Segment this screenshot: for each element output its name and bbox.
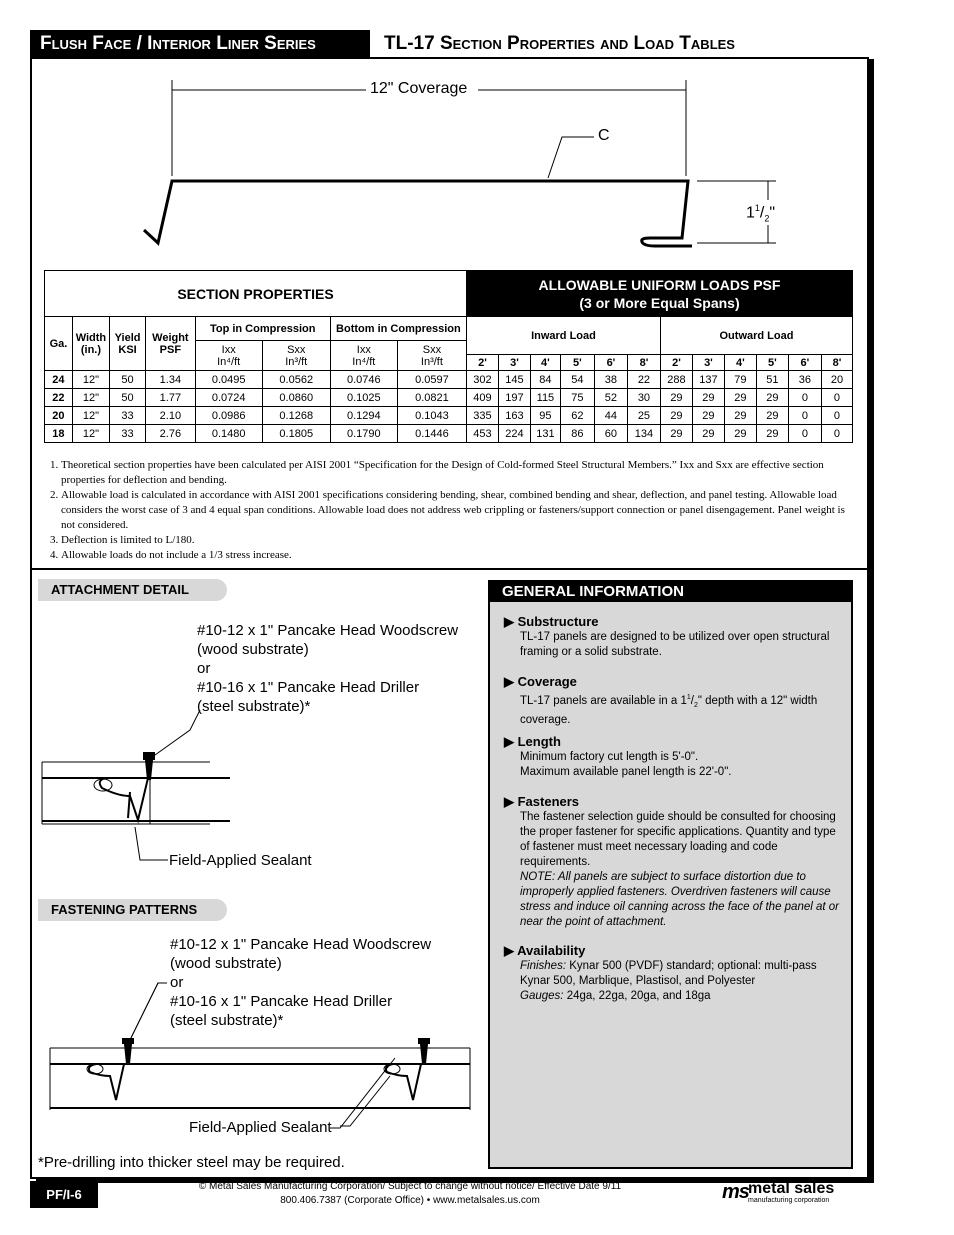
cell-load: 36 [788, 371, 821, 389]
cell-load: 134 [627, 425, 660, 443]
cell-yield: 33 [110, 425, 146, 443]
col-yield: Yield KSI [110, 317, 146, 371]
cell-load: 302 [466, 371, 498, 389]
fasteners-section: ▶ Fasteners The fastener selection guide should be consulted for choosing the proper fastener for specific applications. Quantity and type of fastener must meet necessary loading and code requirements. NOTE: All panels are subject to surface distortion due to improperly applied fasteners. Overdriven fasteners will cause stress and induce oil canning across the face of the panel at or near the point of attachment. [504, 794, 844, 930]
fastening-sealant-label: Field-Applied Sealant [189, 1119, 332, 1136]
cell-load: 335 [466, 407, 498, 425]
cell-load: 51 [756, 371, 788, 389]
availability-title: ▶ Availability [504, 943, 586, 958]
panel-profile-drawing [0, 0, 954, 270]
cell-ga: 24 [45, 371, 73, 389]
cell-width: 12" [72, 389, 109, 407]
cell-ga: 22 [45, 389, 73, 407]
predrill-note: *Pre-drilling into thicker steel may be required. [38, 1154, 345, 1171]
cell-load: 22 [627, 371, 660, 389]
cell-load: 0 [788, 425, 821, 443]
footnotes [44, 458, 854, 563]
span-header: 5' [560, 355, 594, 371]
cell-load: 224 [498, 425, 530, 443]
cell-top-sxx: 0.0860 [262, 389, 330, 407]
cell-load: 84 [530, 371, 560, 389]
cell-load: 0 [821, 407, 852, 425]
attachment-sealant-label: Field-Applied Sealant [169, 852, 312, 869]
cell-yield: 33 [110, 407, 146, 425]
attachment-detail-drawing [30, 680, 490, 880]
span-header: 2' [466, 355, 498, 371]
cell-load: 29 [660, 407, 692, 425]
cell-width: 12" [72, 371, 109, 389]
table-row [45, 407, 853, 425]
cell-bot-ixx: 0.1790 [330, 425, 397, 443]
cell-load: 29 [660, 425, 692, 443]
cell-top-ixx: 0.1480 [195, 425, 262, 443]
cell-load: 79 [724, 371, 756, 389]
metal-sales-logo: ms metal sales manufacturing corporation [722, 1180, 835, 1204]
cell-top-ixx: 0.0724 [195, 389, 262, 407]
coverage-section: ▶ Coverage TL-17 panels are available in a $1^1/_2$" depth with a 12" width coverage. [504, 674, 844, 728]
cell-load: 29 [692, 425, 724, 443]
cell-bot-sxx: 0.1043 [397, 407, 466, 425]
cell-weight: 2.76 [146, 425, 196, 443]
table-row [45, 425, 853, 443]
bottom-sxx-header: Sxx In³/ft [397, 341, 466, 371]
col-width: Width (in.) [72, 317, 109, 371]
cell-yield: 50 [110, 371, 146, 389]
attachment-callout: #10-12 x 1" Pancake Head Woodscrew (wood substrate) or #10-16 x 1" Pancake Head Driller (steel substrate)* [197, 622, 459, 715]
cell-load: 95 [530, 407, 560, 425]
general-information-panel [488, 580, 853, 1169]
footnote: 2. Allowable load is calculated in accordance with AISI 2001 specifications considering bending, shear, combined bending and shear, deflection, and panel testing. Allowable load considers the worst case of 3 and 4 equal span conditions. Allowable load does not address web crippling or fasteners/support connection or panel disengagement. Panel weight is not considered. [61, 488, 854, 533]
top-sxx-header: Sxx In³/ft [262, 341, 330, 371]
cell-top-sxx: 0.1805 [262, 425, 330, 443]
length-section: ▶ Length Minimum factory cut length is 5'-0". Maximum available panel length is 22'-0". [504, 734, 844, 780]
bottom-compression-header: Bottom in Compression [330, 317, 466, 341]
section-properties-header: SECTION PROPERTIES [45, 271, 467, 317]
cell-load: 29 [724, 425, 756, 443]
cell-load: 409 [466, 389, 498, 407]
section-properties-table [44, 270, 853, 443]
cell-load: 115 [530, 389, 560, 407]
outward-load-header: Outward Load [660, 317, 852, 355]
cell-load: 29 [756, 425, 788, 443]
cell-top-ixx: 0.0495 [195, 371, 262, 389]
cell-load: 29 [692, 407, 724, 425]
cell-load: 197 [498, 389, 530, 407]
span-header: 8' [627, 355, 660, 371]
cell-load: 54 [560, 371, 594, 389]
length-title: ▶ Length [504, 734, 561, 749]
cell-load: 29 [756, 389, 788, 407]
cell-load: 29 [724, 407, 756, 425]
cell-ga: 20 [45, 407, 73, 425]
cell-load: 0 [821, 389, 852, 407]
cell-yield: 50 [110, 389, 146, 407]
fasteners-title: ▶ Fasteners [504, 794, 580, 809]
fastening-callout: #10-12 x 1" Pancake Head Woodscrew (wood substrate) or #10-16 x 1" Pancake Head Driller (steel substrate)* [170, 936, 432, 1029]
cell-width: 12" [72, 425, 109, 443]
substructure-section: ▶ Substructure TL-17 panels are designed to be utilized over open structural framing or a solid substrate. [504, 614, 844, 660]
cell-bot-ixx: 0.1294 [330, 407, 397, 425]
span-header: 4' [724, 355, 756, 371]
footnote: 3. Deflection is limited to L/180. [61, 533, 854, 548]
cell-ga: 18 [45, 425, 73, 443]
cell-load: 137 [692, 371, 724, 389]
cell-load: 131 [530, 425, 560, 443]
cell-top-ixx: 0.0986 [195, 407, 262, 425]
cell-load: 75 [560, 389, 594, 407]
page-title: TL-17 Section Properties and Load Tables [384, 33, 735, 54]
cell-load: 20 [821, 371, 852, 389]
cell-load: 145 [498, 371, 530, 389]
span-header: 4' [530, 355, 560, 371]
page-id: PF/I-6 [30, 1181, 98, 1208]
cell-load: 38 [594, 371, 627, 389]
availability-section: ▶ Availability Finishes: Kynar 500 (PVDF) standard; optional: multi-pass Kynar 500, Marblique, Plastisol, and Polyester Gauges: 24ga, 22ga, 20ga, and 18ga [504, 943, 844, 1004]
cell-bot-sxx: 0.1446 [397, 425, 466, 443]
cell-width: 12" [72, 407, 109, 425]
attachment-detail-heading: ATTACHMENT DETAIL [38, 579, 227, 601]
span-header: 8' [821, 355, 852, 371]
span-header: 5' [756, 355, 788, 371]
coverage-label: 12" Coverage [370, 80, 468, 97]
cell-load: 44 [594, 407, 627, 425]
top-ixx-header: Ixx In⁴/ft [195, 341, 262, 371]
footnote: 4. Allowable loads do not include a 1/3 stress increase. [61, 548, 854, 563]
series-title: Flush Face / Interior Liner Series [30, 30, 370, 58]
table-row [45, 371, 853, 389]
cell-load: 29 [660, 389, 692, 407]
table-row [45, 389, 853, 407]
cell-load: 288 [660, 371, 692, 389]
height-label: $1^1/_2$" [746, 203, 776, 224]
cell-bot-ixx: 0.1025 [330, 389, 397, 407]
cell-load: 29 [692, 389, 724, 407]
cell-bot-sxx: 0.0597 [397, 371, 466, 389]
cell-weight: 2.10 [146, 407, 196, 425]
bottom-ixx-header: Ixx In⁴/ft [330, 341, 397, 371]
cell-load: 163 [498, 407, 530, 425]
footnote: 1. Theoretical section properties have been calculated per AISI 2001 “Specification for the Design of Cold-formed Steel Structural Members.” Ixx and Sxx are effective section properties for deflection and bending. [61, 458, 854, 488]
c-label: C [598, 127, 610, 144]
cell-top-sxx: 0.0562 [262, 371, 330, 389]
substructure-title: ▶ Substructure [504, 614, 599, 629]
footer-text: © Metal Sales Manufacturing Corporation/ Subject to change without notice/ Effective Date 9/11 800.406.7387 (Corporate Office) • www.metalsales.us.com [198, 1181, 622, 1206]
cell-load: 29 [756, 407, 788, 425]
cell-load: 453 [466, 425, 498, 443]
general-information-heading: GENERAL INFORMATION [490, 582, 851, 602]
cell-load: 86 [560, 425, 594, 443]
top-compression-header: Top in Compression [195, 317, 330, 341]
cell-weight: 1.34 [146, 371, 196, 389]
coverage-title: ▶ Coverage [504, 674, 577, 689]
span-header: 6' [788, 355, 821, 371]
cell-load: 30 [627, 389, 660, 407]
cell-bot-sxx: 0.0821 [397, 389, 466, 407]
sealant-leader-line [330, 1050, 430, 1140]
cell-load: 0 [788, 389, 821, 407]
span-header: 3' [692, 355, 724, 371]
col-weight: Weight PSF [146, 317, 196, 371]
fastening-patterns-heading: FASTENING PATTERNS [38, 899, 227, 921]
span-header: 2' [660, 355, 692, 371]
span-header: 3' [498, 355, 530, 371]
cell-weight: 1.77 [146, 389, 196, 407]
cell-load: 60 [594, 425, 627, 443]
cell-top-sxx: 0.1268 [262, 407, 330, 425]
cell-load: 0 [821, 425, 852, 443]
cell-load: 52 [594, 389, 627, 407]
inward-load-header: Inward Load [466, 317, 660, 355]
cell-load: 62 [560, 407, 594, 425]
section-divider [30, 568, 869, 570]
cell-load: 29 [724, 389, 756, 407]
allowable-loads-header: ALLOWABLE UNIFORM LOADS PSF (3 or More Equal Spans) [466, 271, 852, 317]
cell-bot-ixx: 0.0746 [330, 371, 397, 389]
span-header: 6' [594, 355, 627, 371]
col-ga: Ga. [45, 317, 73, 371]
cell-load: 0 [788, 407, 821, 425]
cell-load: 25 [627, 407, 660, 425]
